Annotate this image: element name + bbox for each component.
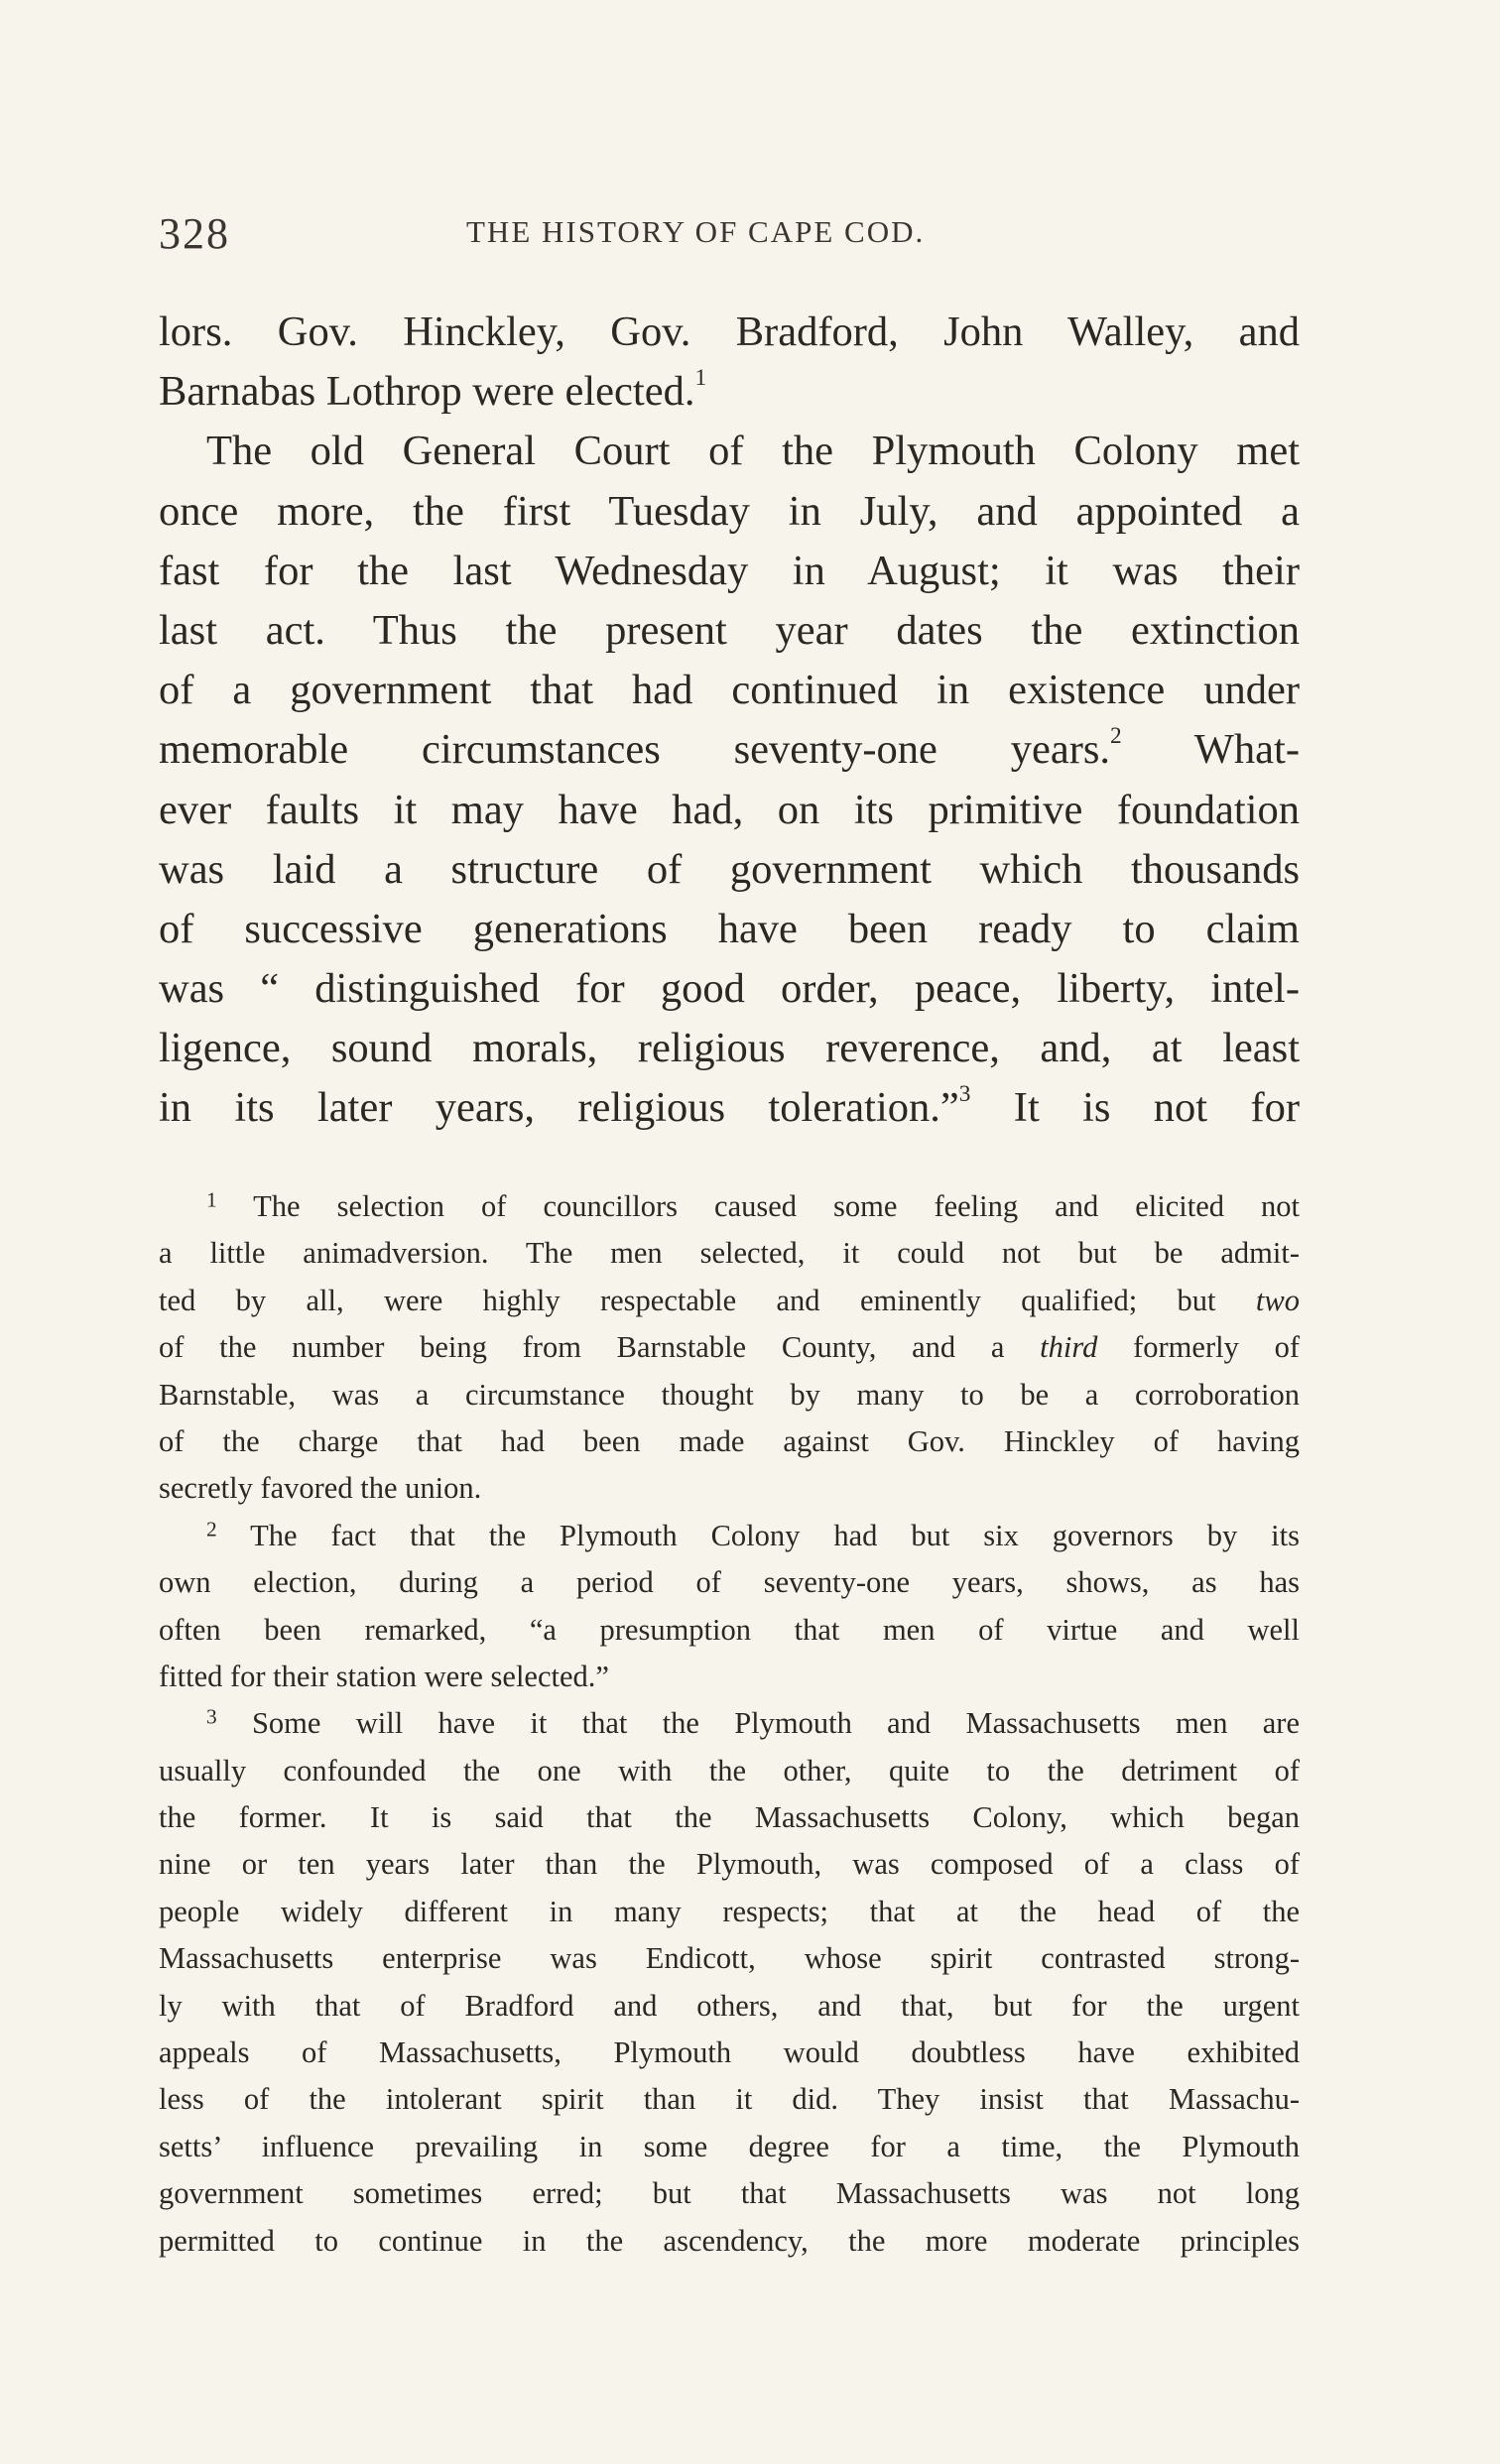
body-line: ever faults it may have had, on its primitive foundation [159, 786, 1300, 833]
running-title: THE HISTORY OF CAPE COD. [466, 214, 926, 249]
footnote-emphasis: third [1040, 1330, 1098, 1365]
body-line: of a government that had continued in existence under [159, 667, 1300, 714]
body-line: of successive generations have been ready to claim [159, 905, 1300, 952]
footnote-marker: 1 [206, 1187, 217, 1212]
footnote-text: The selection of councillors caused some feeling and elicited not [216, 1189, 1300, 1223]
body-line: ligence, sound morals, religious reverence, and, at least [159, 1025, 1300, 1072]
footnote-marker: 2 [206, 1517, 217, 1541]
footnote-line: Massachusetts enterprise was Endicott, whose spirit contrasted strong- [159, 1941, 1300, 1976]
footnote-line: Barnstable, was a circumstance thought by many to be a corroboration [159, 1377, 1300, 1412]
footnote-line: fitted for their station were selected.” [159, 1659, 609, 1693]
footnote-ref: 2 [1110, 723, 1122, 750]
footnote-line: own election, during a period of seventy-one years, shows, as has [159, 1565, 1300, 1600]
body-line: was laid a structure of government which thousands [159, 845, 1300, 893]
footnote-line: government sometimes erred; but that Massachusetts was not long [159, 2176, 1300, 2211]
body-text: It is not for [970, 1084, 1300, 1132]
body-line: was “ distinguished for good order, peace, liberty, intel- [159, 965, 1300, 1013]
footnote-line [159, 1700, 1300, 1747]
footnote-line: less of the intolerant spirit than it did. They insist that Massachu- [159, 2082, 1300, 2117]
footnote-ref: 1 [694, 365, 707, 392]
body-line: The old General Court of the Plymouth Colony met [206, 428, 1300, 475]
page-number: 328 [159, 209, 230, 258]
footnote-text: The fact that the Plymouth Colony had but six governors by its [216, 1518, 1300, 1552]
body-line: lors. Gov. Hinckley, Gov. Bradford, John Walley, and [159, 308, 1300, 355]
body-text: memorable circumstances seventy-one years. [159, 726, 1111, 774]
footnote-line: permitted to continue in the ascendency, the more moderate principles [159, 2223, 1300, 2258]
footnote-line: people widely different in many respects; that at the head of the [159, 1894, 1300, 1928]
body-line [159, 720, 1300, 780]
footnote-line: ly with that of Bradford and others, and that, but for the urgent [159, 1988, 1300, 2023]
footnote-line [159, 1513, 1300, 1559]
footnote-line: often been remarked, “a presumption that men of virtue and well [159, 1612, 1300, 1647]
footnotes [159, 1183, 1300, 2265]
running-head [159, 208, 1300, 258]
main-text [159, 303, 1300, 1139]
footnote-text: ted by all, were highly respectable and eminently qualified; but [159, 1283, 1256, 1317]
footnote-line: the former. It is said that the Massachusetts Colony, which began [159, 1800, 1300, 1835]
footnote-marker: 3 [206, 1704, 217, 1729]
footnote-line: of the charge that had been made against Gov. Hinckley of having [159, 1423, 1300, 1458]
footnote-line: secretly favored the union. [159, 1471, 482, 1506]
footnote-line: a little animadversion. The men selected, it could not but be admit- [159, 1236, 1300, 1271]
body-line: once more, the first Tuesday in July, and appointed a [159, 487, 1300, 535]
footnote-line: setts’ influence prevailing in some degree for a time, the Plymouth [159, 2129, 1300, 2163]
footnote-line: nine or ten years later than the Plymouth, was composed of a class of [159, 1847, 1300, 1882]
footnote-line [159, 1324, 1300, 1371]
body-text: Barnabas Lothrop were elected. [159, 368, 695, 416]
footnote-line: usually confounded the one with the other, quite to the detriment of [159, 1753, 1300, 1787]
footnote-text: formerly of [1097, 1330, 1300, 1365]
body-line [159, 362, 1300, 422]
body-line: last act. Thus the present year dates the extinction [159, 606, 1300, 654]
body-text: in its later years, religious toleration.” [159, 1084, 959, 1132]
footnote-text: of the number being from Barnstable County, and a [159, 1330, 1041, 1365]
body-line: fast for the last Wednesday in August; it was their [159, 547, 1300, 594]
footnote-line: appeals of Massachusetts, Plymouth would doubtless have exhibited [159, 2035, 1300, 2070]
body-text: What- [1121, 726, 1300, 774]
footnote-line [159, 1183, 1300, 1230]
body-line [159, 1078, 1300, 1138]
footnote-ref: 3 [958, 1081, 971, 1108]
footnote-line [159, 1278, 1300, 1324]
footnote-text: Some will have it that the Plymouth and Massachusetts men are [216, 1706, 1300, 1741]
footnote-emphasis: two [1255, 1283, 1300, 1317]
